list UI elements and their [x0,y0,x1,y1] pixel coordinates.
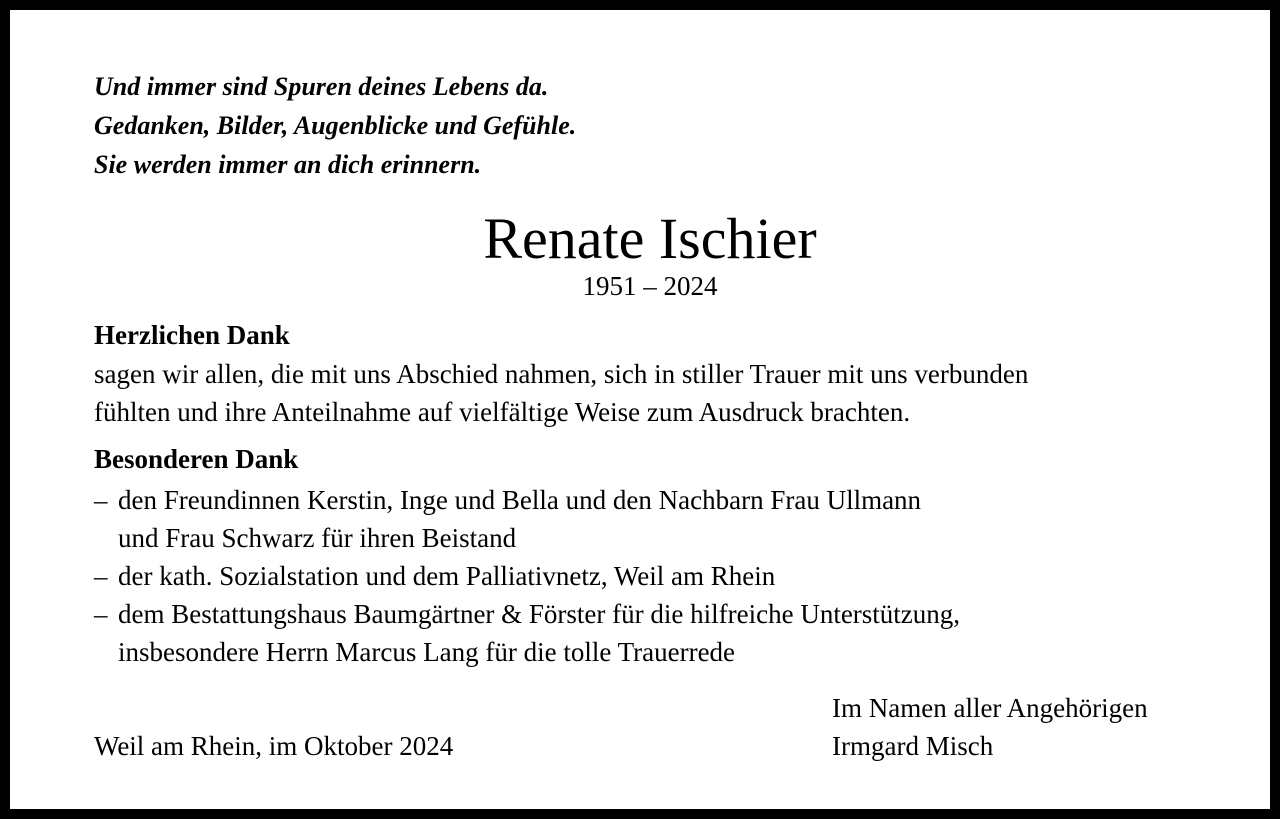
deceased-name: Renate Ischier [483,206,817,271]
list-item-line: und Frau Schwarz für ihren Beistand [118,523,517,553]
list-item [94,557,960,595]
special-thanks-list [94,481,960,671]
thanks-heading: Herzlichen Dank [94,320,290,350]
signature-block [832,689,1148,765]
dash-bullet: – [94,485,108,515]
motto-line: Gedanken, Bilder, Augenblicke und Gefühle. [94,111,577,140]
list-item-line: der kath. Sozialstation und dem Palliativnetz, Weil am Rhein [118,561,776,591]
signature-line: Im Namen aller Angehörigen [832,693,1148,723]
list-item-line: dem Bestattungshaus Baumgärtner & Förster für die hilfreiche Unterstützung, [118,599,961,629]
place-date: Weil am Rhein, im Oktober 2024 [94,731,454,761]
motto-line: Sie werden immer an dich erinnern. [94,150,482,179]
thanks-line: sagen wir allen, die mit uns Abschied nahmen, sich in stiller Trauer mit uns verbunden [94,359,1029,389]
list-item [94,595,960,671]
list-item-line: den Freundinnen Kerstin, Inge und Bella und den Nachbarn Frau Ullmann [118,485,922,515]
list-item [94,481,960,557]
thanks-line: fühlten und ihre Anteilnahme auf vielfältige Weise zum Ausdruck brachten. [94,397,911,427]
list-item-line: insbesondere Herrn Marcus Lang für die tolle Trauerrede [118,637,736,667]
motto-verse [94,67,576,184]
thanks-paragraph [94,355,1028,431]
motto-line: Und immer sind Spuren deines Lebens da. [94,72,549,101]
special-thanks-heading: Besonderen Dank [94,444,299,474]
life-dates: 1951 – 2024 [582,271,718,301]
dash-bullet: – [94,561,108,591]
signature-name: Irmgard Misch [832,731,994,761]
dash-bullet: – [94,599,108,629]
